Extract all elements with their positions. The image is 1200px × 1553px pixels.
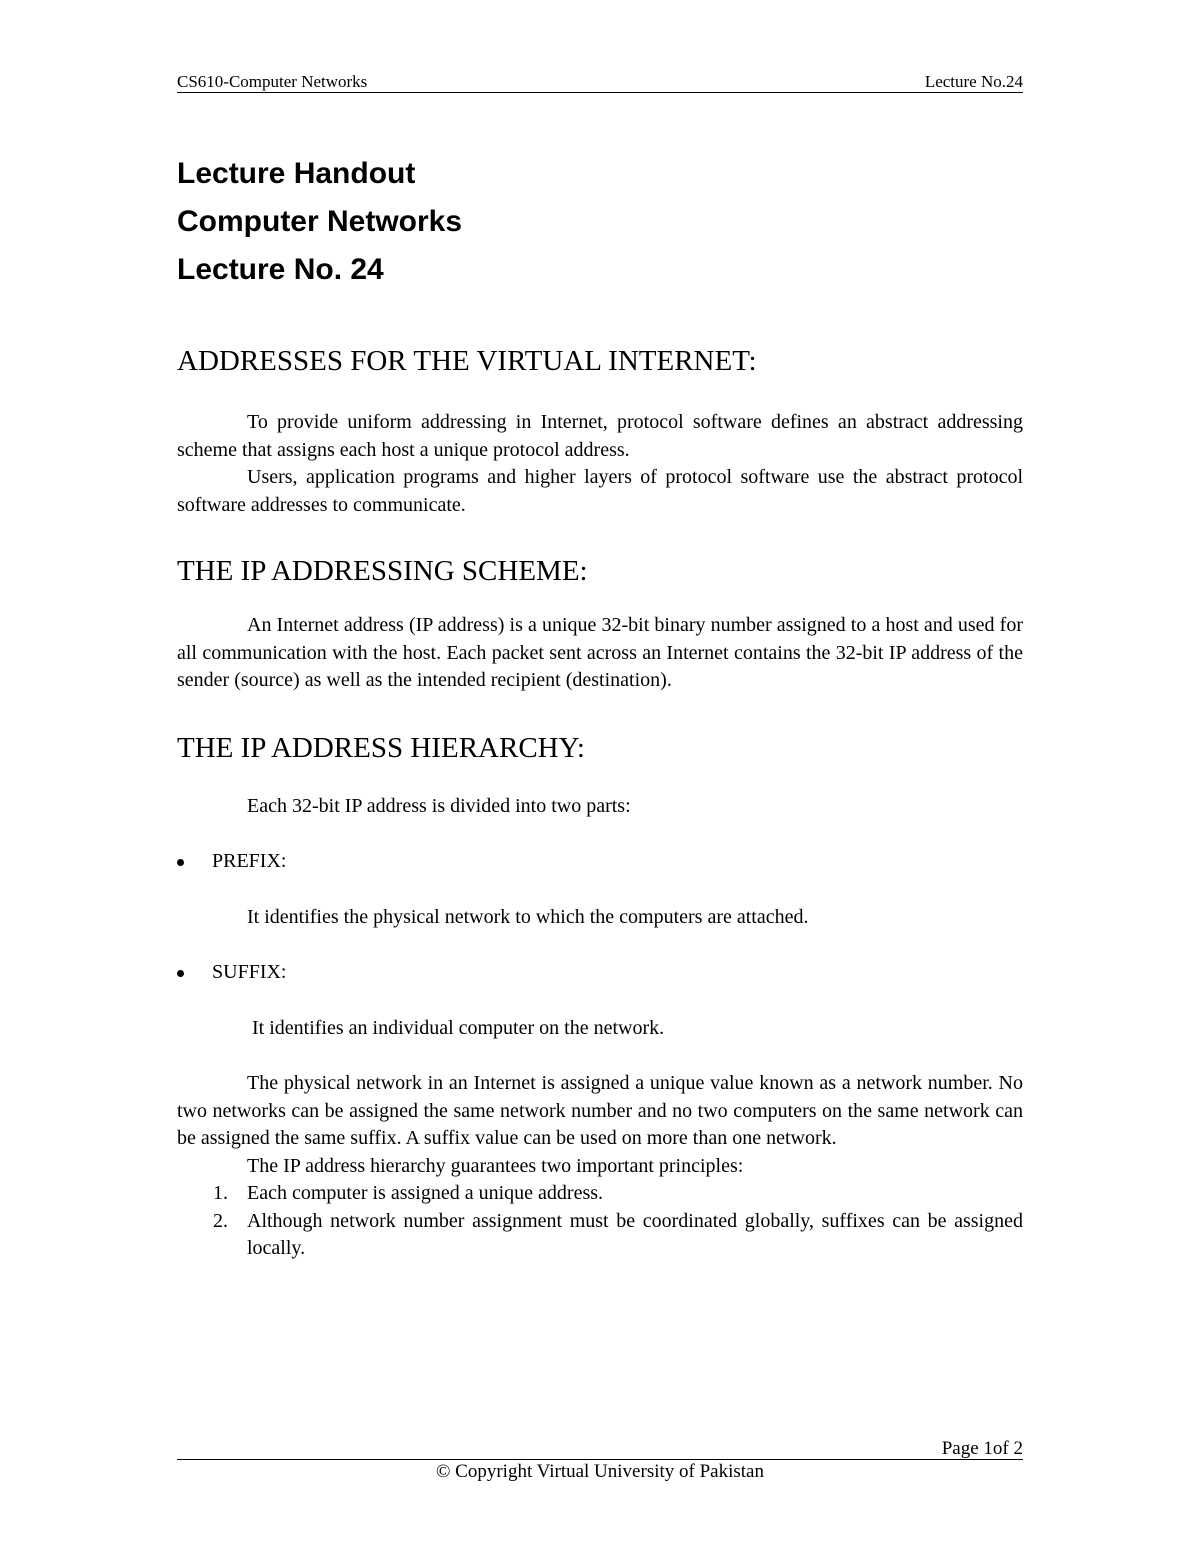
paragraph: Users, application programs and higher layers of protocol software use the abstract protocol software addresses to communicate.: [177, 466, 1023, 516]
title-block: [177, 150, 1023, 294]
title-line-3: Lecture No. 24: [177, 253, 384, 286]
list-number: 1.: [213, 1182, 228, 1204]
bullet-icon: [177, 970, 184, 977]
page-number: Page 1of 2: [941, 1438, 1023, 1459]
paragraph: The physical network in an Internet is assigned a unique value known as a network number. No two networks can be assigned the same network number and no two computers on the same network can be assigned the same suffix. A suffix value can be used on more than one network.: [177, 1072, 1023, 1149]
bullet-label: SUFFIX:: [212, 961, 287, 983]
bullet-description: It identifies an individual computer on the network.: [252, 1016, 665, 1039]
bullet-description: It identifies the physical network to which the computers are attached.: [247, 905, 809, 928]
section-heading-ip-scheme: THE IP ADDRESSING SCHEME:: [177, 555, 588, 587]
paragraph: Each 32-bit IP address is divided into two parts:: [247, 794, 631, 817]
list-text: Each computer is assigned a unique address.: [247, 1182, 604, 1204]
list-item: [177, 1208, 1023, 1263]
list-item: [177, 1180, 1023, 1208]
section-heading-virtual-internet: ADDRESSES FOR THE VIRTUAL INTERNET:: [177, 345, 757, 377]
footer-divider: [177, 1459, 1023, 1460]
section-heading-hierarchy: THE IP ADDRESS HIERARCHY:: [177, 731, 585, 764]
page-header: [177, 72, 1023, 93]
copyright-notice: © Copyright Virtual University of Pakistan: [435, 1461, 764, 1482]
paragraph: The IP address hierarchy guarantees two important principles:: [247, 1154, 744, 1177]
bullet-label: PREFIX:: [212, 850, 287, 872]
list-item: [177, 959, 1023, 987]
bullet-icon: [177, 859, 184, 866]
document-body: [177, 150, 1023, 1263]
title-line-2: Computer Networks: [177, 205, 463, 238]
paragraph: To provide uniform addressing in Internet, protocol software defines an abstract addressing scheme that assigns each host a unique protocol address.: [177, 411, 1023, 461]
paragraph: An Internet address (IP address) is a unique 32-bit binary number assigned to a host and used for all communication with the host. Each packet sent across an Internet contains the 32-bit IP address of the sender (source) as well as the intended recipient (destination).: [177, 614, 1023, 691]
course-name: CS610-Computer Networks: [177, 72, 368, 91]
list-number: 2.: [213, 1209, 228, 1232]
list-item: [177, 848, 1023, 876]
lecture-number: Lecture No.24: [924, 72, 1023, 91]
list-text: Although network number assignment must be coordinated globally, suffixes can be assigned locally.: [247, 1209, 1023, 1259]
title-line-1: Lecture Handout: [177, 157, 416, 190]
